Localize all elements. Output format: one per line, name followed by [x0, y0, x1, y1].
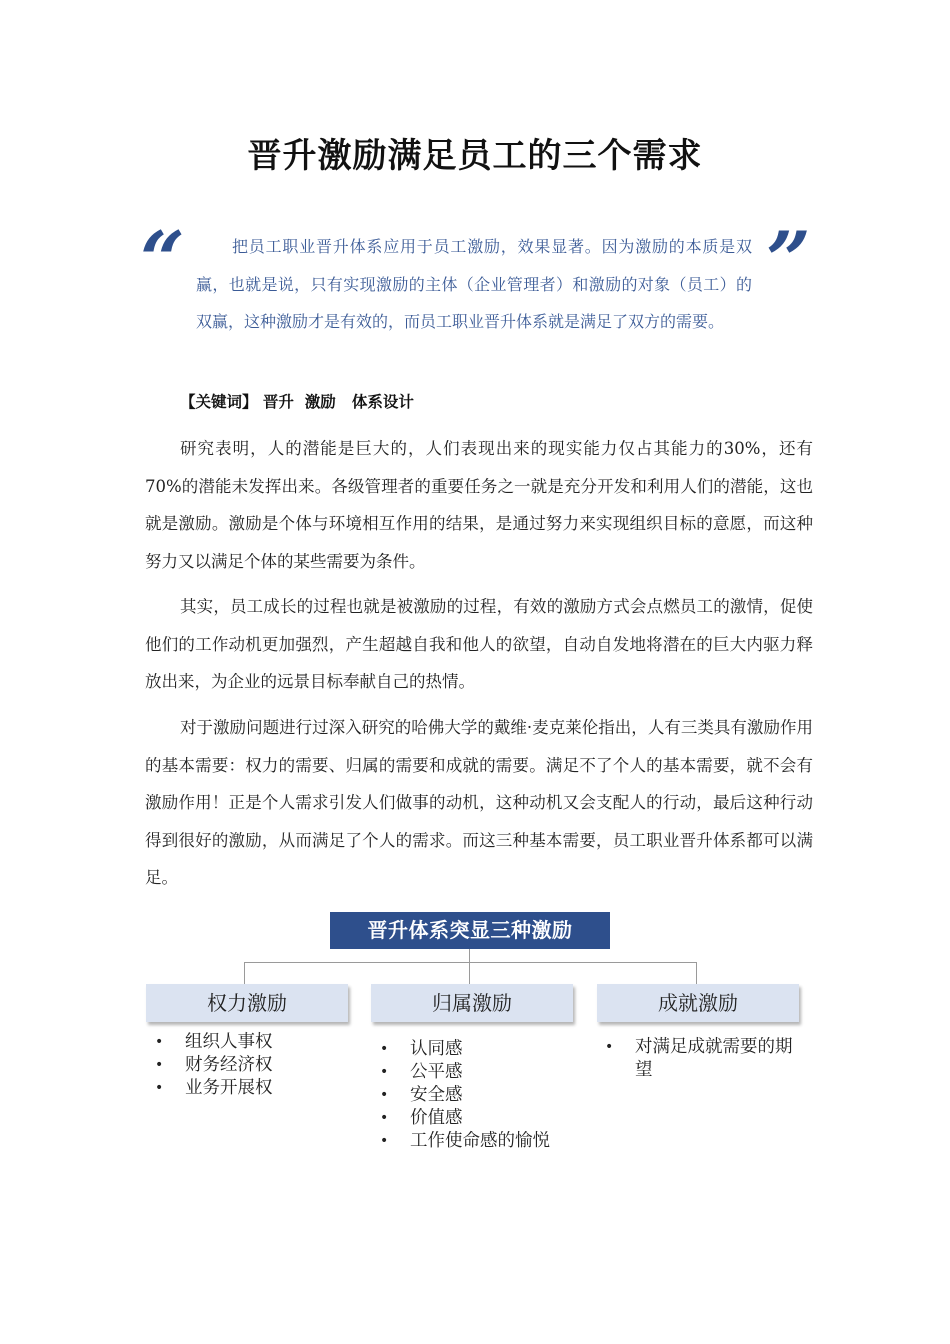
- list-item: • 对满足成就需要的期望: [605, 1036, 793, 1082]
- connector-right: [696, 962, 697, 984]
- category-box-belonging: 归属激励: [371, 984, 573, 1022]
- list-item: • 安全感: [380, 1084, 580, 1107]
- list-item: • 财务经济权: [155, 1054, 335, 1077]
- list-item: • 业务开展权: [155, 1077, 335, 1100]
- category-box-power: 权力激励: [146, 984, 348, 1022]
- achievement-list: [605, 1036, 793, 1082]
- list-item: • 价值感: [380, 1107, 580, 1130]
- list-item: • 公平感: [380, 1061, 580, 1084]
- body-paragraph-1: 研究表明，人的潜能是巨大的，人们表现出来的现实能力仅占其能力的30%，还有70%的潜能未发挥出来。各级管理者的重要任务之一就是充分开发和利用人们的潜能，这也就是激励。激励是个体与环境相互作用的结果，是通过努力来实现组织目标的意愿，而这种努力又以满足个体的某些需要为条件。: [145, 439, 813, 571]
- body-paragraph-2: 其实，员工成长的过程也就是被激励的过程，有效的激励方式会点燃员工的激情，促使他们的工作动机更加强烈，产生超越自我和他人的欲望，自动自发地将潜在的巨大内驱力释放出来，为企业的远景目标奉献自己的热情。: [145, 597, 813, 691]
- list-item: • 组织人事权: [155, 1031, 335, 1054]
- document-title: 晋升激励满足员工的三个需求: [247, 136, 703, 176]
- connector-middle: [469, 962, 470, 984]
- keywords-line: 【关键词】 晋升 激励 体系设计: [180, 393, 414, 411]
- body-paragraph-3: 对于激励问题进行过深入研究的哈佛大学的戴维·麦克莱伦指出，人有三类具有激励作用的基本需要：权力的需要、归属的需要和成就的需要。满足不了个人的基本需要，就不会有激励作用！正是个人需求引发人们做事的动机，这种动机又会支配人的行动，最后这种行动得到很好的激励，从而满足了个人的需求。而这三种基本需要，员工职业晋升体系都可以满足。: [145, 718, 813, 887]
- diagram-header: 晋升体系突显三种激励: [330, 912, 610, 949]
- belonging-list: [380, 1038, 580, 1153]
- connector-trunk: [469, 949, 470, 963]
- list-item: • 工作使命感的愉悦: [380, 1130, 580, 1153]
- category-box-achievement: 成就激励: [597, 984, 799, 1022]
- power-list: [155, 1031, 335, 1100]
- connector-horizontal: [244, 962, 697, 963]
- close-quote-icon: ”: [766, 215, 811, 306]
- connector-left: [244, 962, 245, 984]
- abstract-quote: 把员工职业晋升体系应用于员工激励，效果显著。因为激励的本质是双赢，也就是说，只有实现激励的主体（企业管理者）和激励的对象（员工）的双赢，这种激励才是有效的，而员工职业晋升体系就是满足了双方的需要。: [196, 237, 752, 331]
- list-item: • 认同感: [380, 1038, 580, 1061]
- open-quote-icon: “: [140, 215, 185, 306]
